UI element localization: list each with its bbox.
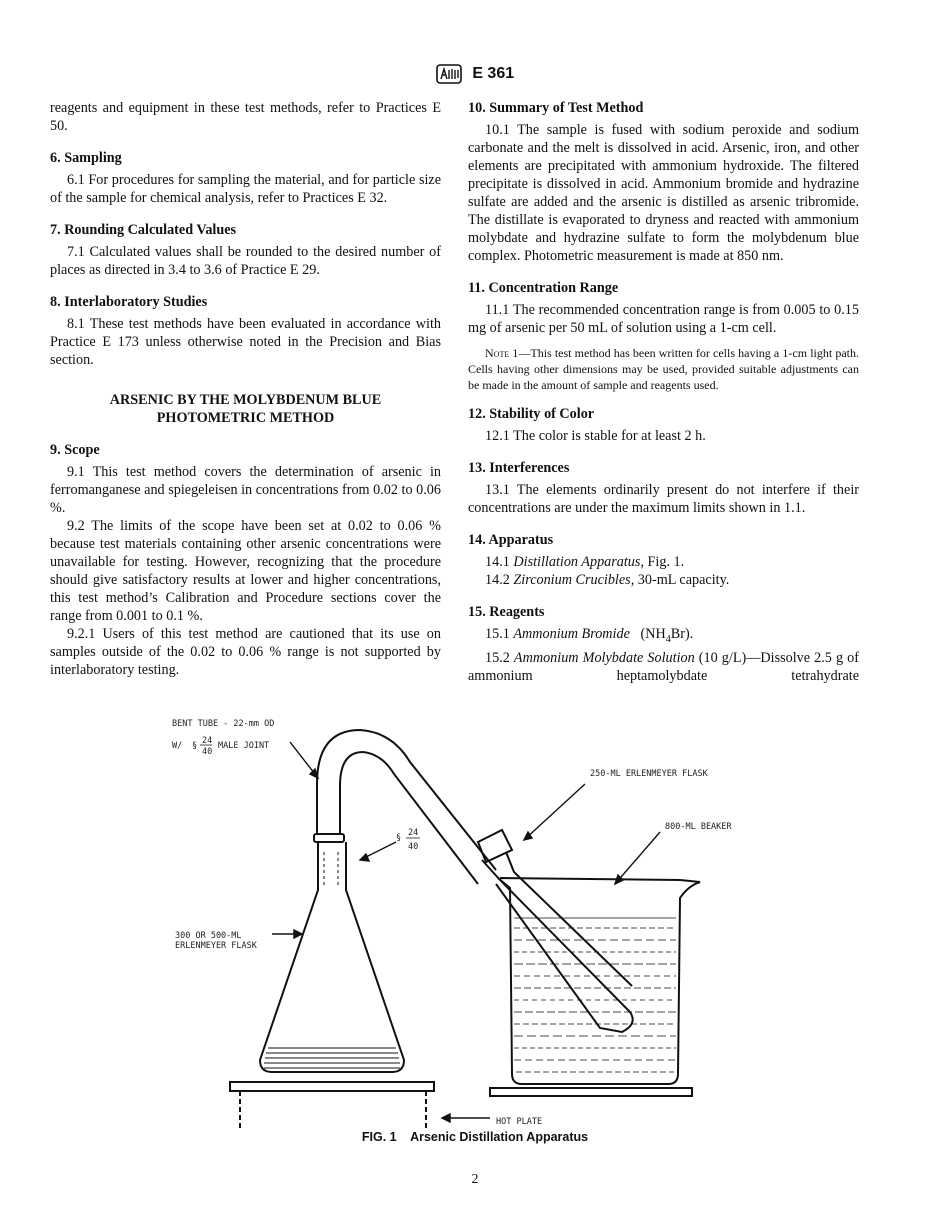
label-joint2-bottom: 40 (408, 842, 419, 852)
label-flask-250: 250-ML ERLENMEYER FLASK (590, 769, 708, 779)
left-hot-plate (230, 1082, 434, 1130)
note-1 (468, 345, 859, 393)
section-15-2-rest: (10 g/L)—Dissolve 2.5 g of ammonium heptamolybdate tetrahydrate (468, 649, 859, 684)
astm-logo-icon (436, 64, 462, 84)
section-13-title: 13. Interferences (468, 460, 570, 476)
label-joint-top: 24 (202, 736, 213, 746)
section-14-2-num: 14.2 (485, 572, 510, 588)
right-hot-plate (490, 1088, 692, 1096)
section-6-1: 6.1 For procedures for sampling the material, and for particle size of the sample for chemical analysis, refer to Practices E 32. (50, 172, 441, 206)
section-9-title: 9. Scope (50, 442, 100, 458)
section-15-2-num: 15.2 (485, 649, 510, 666)
section-14-2-rest: , 30-mL capacity. (630, 572, 730, 588)
method-title-line2: PHOTOMETRIC METHOD (156, 410, 335, 426)
label-bent-tube-with: W/ (172, 741, 183, 751)
section-14-1-num: 14.1 (485, 554, 510, 570)
label-beaker: 800-ML BEAKER (665, 822, 732, 832)
method-title-line1: ARSENIC BY THE MOLYBDENUM BLUE (109, 392, 382, 408)
figure-caption (0, 1130, 950, 1144)
section-15-1-formula-sub: 4 (665, 633, 671, 645)
small-flask-liquid (264, 1048, 400, 1068)
section-11-title: 11. Concentration Range (468, 280, 619, 296)
bent-tube (317, 730, 496, 884)
section-14-1 (468, 553, 859, 571)
section-12-1: 12.1 The color is stable for at least 2 h. (485, 428, 706, 444)
left-column (50, 99, 441, 679)
section-15-1-name: Ammonium Bromide (513, 626, 630, 642)
note-text: —This test method has been written for cells having a 1-cm light path. Cells having other dimensions may be used, provided suitable adjustments can be made in the amount of sample and reagents used. (468, 346, 860, 392)
section-15-title: 15. Reagents (468, 604, 545, 620)
taper-symbol-2-icon: § (396, 833, 402, 843)
section-15-1 (468, 625, 859, 649)
label-hot-plate: HOT PLATE (496, 1117, 543, 1127)
flask-250ml (478, 830, 633, 1032)
section-14-2 (468, 571, 859, 589)
note-label: Note 1 (485, 346, 519, 360)
section-7-title: 7. Rounding Calculated Values (50, 222, 237, 238)
section-14-title: 14. Apparatus (468, 532, 554, 548)
section-9-2: 9.2 The limits of the scope have been set at 0.02 to 0.06 % because test materials containing other arsenic concentrations were unavailable for testing. However, recognizing that the procedure should give satisfactory results at lower and higher concentrations, this test method’s Calibration and Procedure sections cover the range from 0.001 to 0.1 %. (50, 518, 441, 624)
distillation-apparatus-figure (160, 712, 780, 1132)
label-flask-small-2: ERLENMEYER FLASK (175, 941, 257, 951)
section-11-1: 11.1 The recommended concentration range is from 0.005 to 0.15 mg of arsenic per 50 mL of solution using a 1-cm cell. (468, 302, 859, 336)
section-14-1-name: Distillation Apparatus (513, 554, 641, 570)
section-12-title: 12. Stability of Color (468, 406, 595, 422)
right-column (468, 99, 859, 685)
section-9-2-1: 9.2.1 Users of this test method are cautioned that its use on samples outside of the 0.02 to 0.06 % range is not supported by interlaboratory testing. (50, 626, 441, 678)
section-13-1: 13.1 The elements ordinarily present do not interfere if their concentrations are under the maximum limits shown in 1.1. (468, 482, 859, 516)
section-6-title: 6. Sampling (50, 150, 122, 166)
small-erlenmeyer-flask (260, 834, 404, 1072)
section-9-1: 9.1 This test method covers the determination of arsenic in ferromanganese and spiegeleisen in concentrations from 0.02 to 0.06 %. (50, 464, 441, 516)
label-flask-small-1: 300 OR 500-ML (175, 931, 242, 941)
section-15-1-formula-b: Br). (670, 626, 694, 642)
section-15-1-num: 15.1 (485, 626, 510, 642)
label-joint2-top: 24 (408, 828, 419, 838)
section-14-2-name: Zirconium Crucibles (513, 572, 631, 588)
section-8-1: 8.1 These test methods have been evaluated in accordance with Practice E 173 unless otherwise noted in the Precision and Bias section. (50, 316, 441, 368)
document-code: E 361 (472, 65, 515, 82)
page-number: 2 (471, 1172, 479, 1187)
page-header (0, 64, 950, 84)
section-15-2-name: Ammonium Molybdate Solution (513, 649, 695, 666)
intro-text: reagents and equipment in these test methods, refer to Practices E 50. (50, 100, 441, 134)
section-10-1: 10.1 The sample is fused with sodium peroxide and sodium carbonate and the melt is dissolved in acid. Arsenic, iron, and other elements are precipitated with ammonium hydroxide. The filtered precipitate is dissolved in acid. Ammonium bromide and hydrazine sulfate are added and the arsenic is distilled as arsenic tribromide. The distillate is evaporated to dryness and reacted with ammonium molybdate and hydrazine sulfate to form the molybdenum blue complex. Photometric measurement is made at 850 nm. (468, 122, 859, 264)
section-15-1-formula-a: (NH (640, 626, 666, 642)
label-joint-bottom: 40 (202, 747, 213, 757)
section-8-title: 8. Interlaboratory Studies (50, 294, 208, 310)
section-15-2 (468, 649, 859, 685)
leader-arrows (272, 742, 660, 1122)
label-bent-tube: BENT TUBE - 22-mm OD (172, 719, 275, 729)
figure-number: FIG. 1 (361, 1130, 397, 1144)
section-14-1-rest: , Fig. 1. (640, 554, 685, 570)
section-7-1: 7.1 Calculated values shall be rounded to the desired number of places as directed in 3.4 to 3.6 of Practice E 29. (50, 244, 441, 278)
section-10-title: 10. Summary of Test Method (468, 100, 644, 116)
taper-symbol-1-icon: § (192, 741, 198, 751)
label-male-joint: MALE JOINT (218, 741, 270, 751)
figure-title: Arsenic Distillation Apparatus (410, 1130, 589, 1144)
